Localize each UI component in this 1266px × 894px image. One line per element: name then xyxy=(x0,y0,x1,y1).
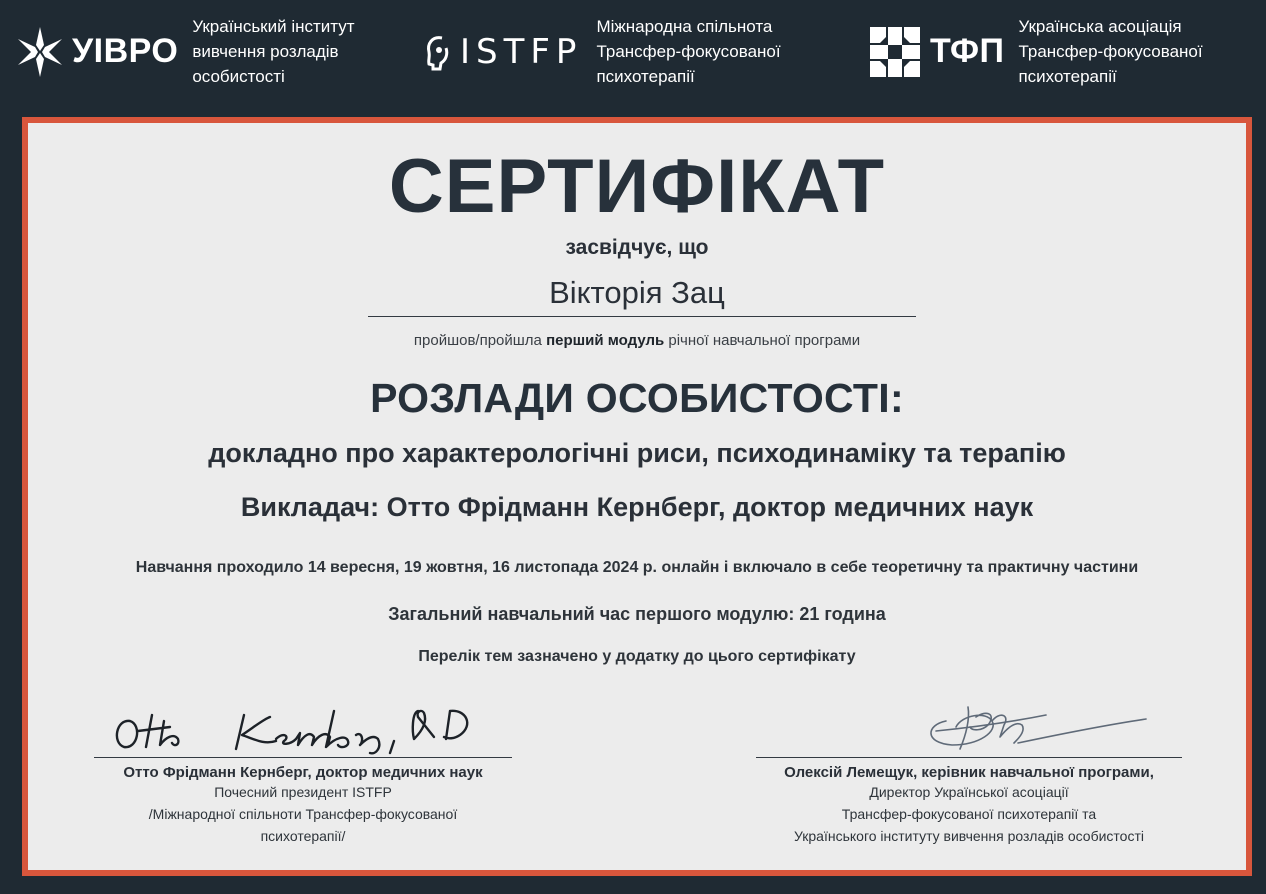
org-line: особистості xyxy=(192,67,285,86)
certificate-title: СЕРТИФІКАТ xyxy=(388,144,886,229)
signature-kernberg-drawing xyxy=(94,691,512,757)
teacher-line: Викладач: Отто Фрідманн Кернберг, доктор медичних наук xyxy=(240,492,1034,522)
cross-knot-logo-icon xyxy=(868,25,922,79)
tfp-brand: ТФП xyxy=(930,32,1005,70)
uivro-logo xyxy=(16,25,178,79)
signer-role-left-2: /Міжнародної спільноти Трансфер-фокусованої xyxy=(148,806,458,822)
signer-name-left: Отто Фрідманн Кернберг, доктор медичних наук xyxy=(123,764,483,781)
certificate-panel xyxy=(22,117,1252,876)
signer-role-right-3: Українського інституту вивчення розладів особистості xyxy=(794,828,1144,844)
uivro-brand: УІВРО xyxy=(72,32,179,70)
uivro-name xyxy=(192,14,354,89)
org-tfp xyxy=(868,14,1203,89)
certifies-label: засвідчує, що xyxy=(565,236,709,259)
org-uivro xyxy=(16,14,355,89)
topics-note: Перелік тем зазначено у додатку до цього сертифікату xyxy=(418,648,856,665)
completion-suffix: річної навчальної програми xyxy=(664,332,861,349)
recipient-underline xyxy=(368,316,916,317)
istfp-brand: ISTFP xyxy=(460,31,583,72)
org-line: Трансфер-фокусованої xyxy=(1018,42,1203,61)
org-line: вивчення розладів xyxy=(192,42,339,61)
total-hours: Загальний навчальний час першого модулю: 21 година xyxy=(388,604,886,624)
handwritten-signature-lemeshchuk xyxy=(756,691,1182,757)
course-title: РОЗЛАДИ ОСОБИСТОСТІ: xyxy=(370,375,904,421)
signature-left xyxy=(94,691,512,847)
completion-prefix: пройшов/пройшла xyxy=(413,332,547,349)
burst-logo-icon xyxy=(16,25,64,79)
tfp-logo xyxy=(868,25,1004,79)
org-istfp xyxy=(424,14,781,89)
signature-line-left xyxy=(94,757,512,758)
completion-statement xyxy=(28,332,1246,349)
signer-role-right-1: Директор Української асоціації xyxy=(869,784,1069,800)
recipient-name: Вікторія Зац xyxy=(549,275,725,310)
signature-right xyxy=(756,691,1182,847)
head-profile-logo-icon xyxy=(424,32,450,72)
org-line: Трансфер-фокусованої xyxy=(596,42,781,61)
training-dates: Навчання проходило 14 вересня, 19 жовтня, 16 листопада 2024 р. онлайн і включало в себе теоретичну та практичну частини xyxy=(135,559,1139,576)
course-subtitle: докладно про характерологічні риси, психодинаміку та терапію xyxy=(208,438,1066,468)
signer-role-right-2: Трансфер-фокусованої психотерапії та xyxy=(841,806,1097,822)
istfp-name xyxy=(596,14,780,89)
tfp-name xyxy=(1018,14,1202,89)
completion-module: перший модуль xyxy=(546,332,665,349)
handwritten-signature-kernberg xyxy=(94,691,512,757)
signature-line-right xyxy=(756,757,1182,758)
signer-name-right: Олексій Лемещук, керівник навчальної програми, xyxy=(784,764,1154,781)
signer-role-left-1: Почесний президент ISTFP xyxy=(214,784,392,800)
org-line: психотерапії xyxy=(596,67,695,86)
org-line: Українська асоціація xyxy=(1018,17,1182,36)
signer-role-left-3: психотерапії/ xyxy=(260,828,346,844)
header-bar xyxy=(0,0,1266,116)
org-line: Міжнародна спільнота xyxy=(596,17,773,36)
org-line: психотерапії xyxy=(1018,67,1117,86)
signature-lemeshchuk-drawing xyxy=(756,691,1182,757)
istfp-logo xyxy=(424,32,582,72)
org-line: Український інститут xyxy=(192,17,355,36)
